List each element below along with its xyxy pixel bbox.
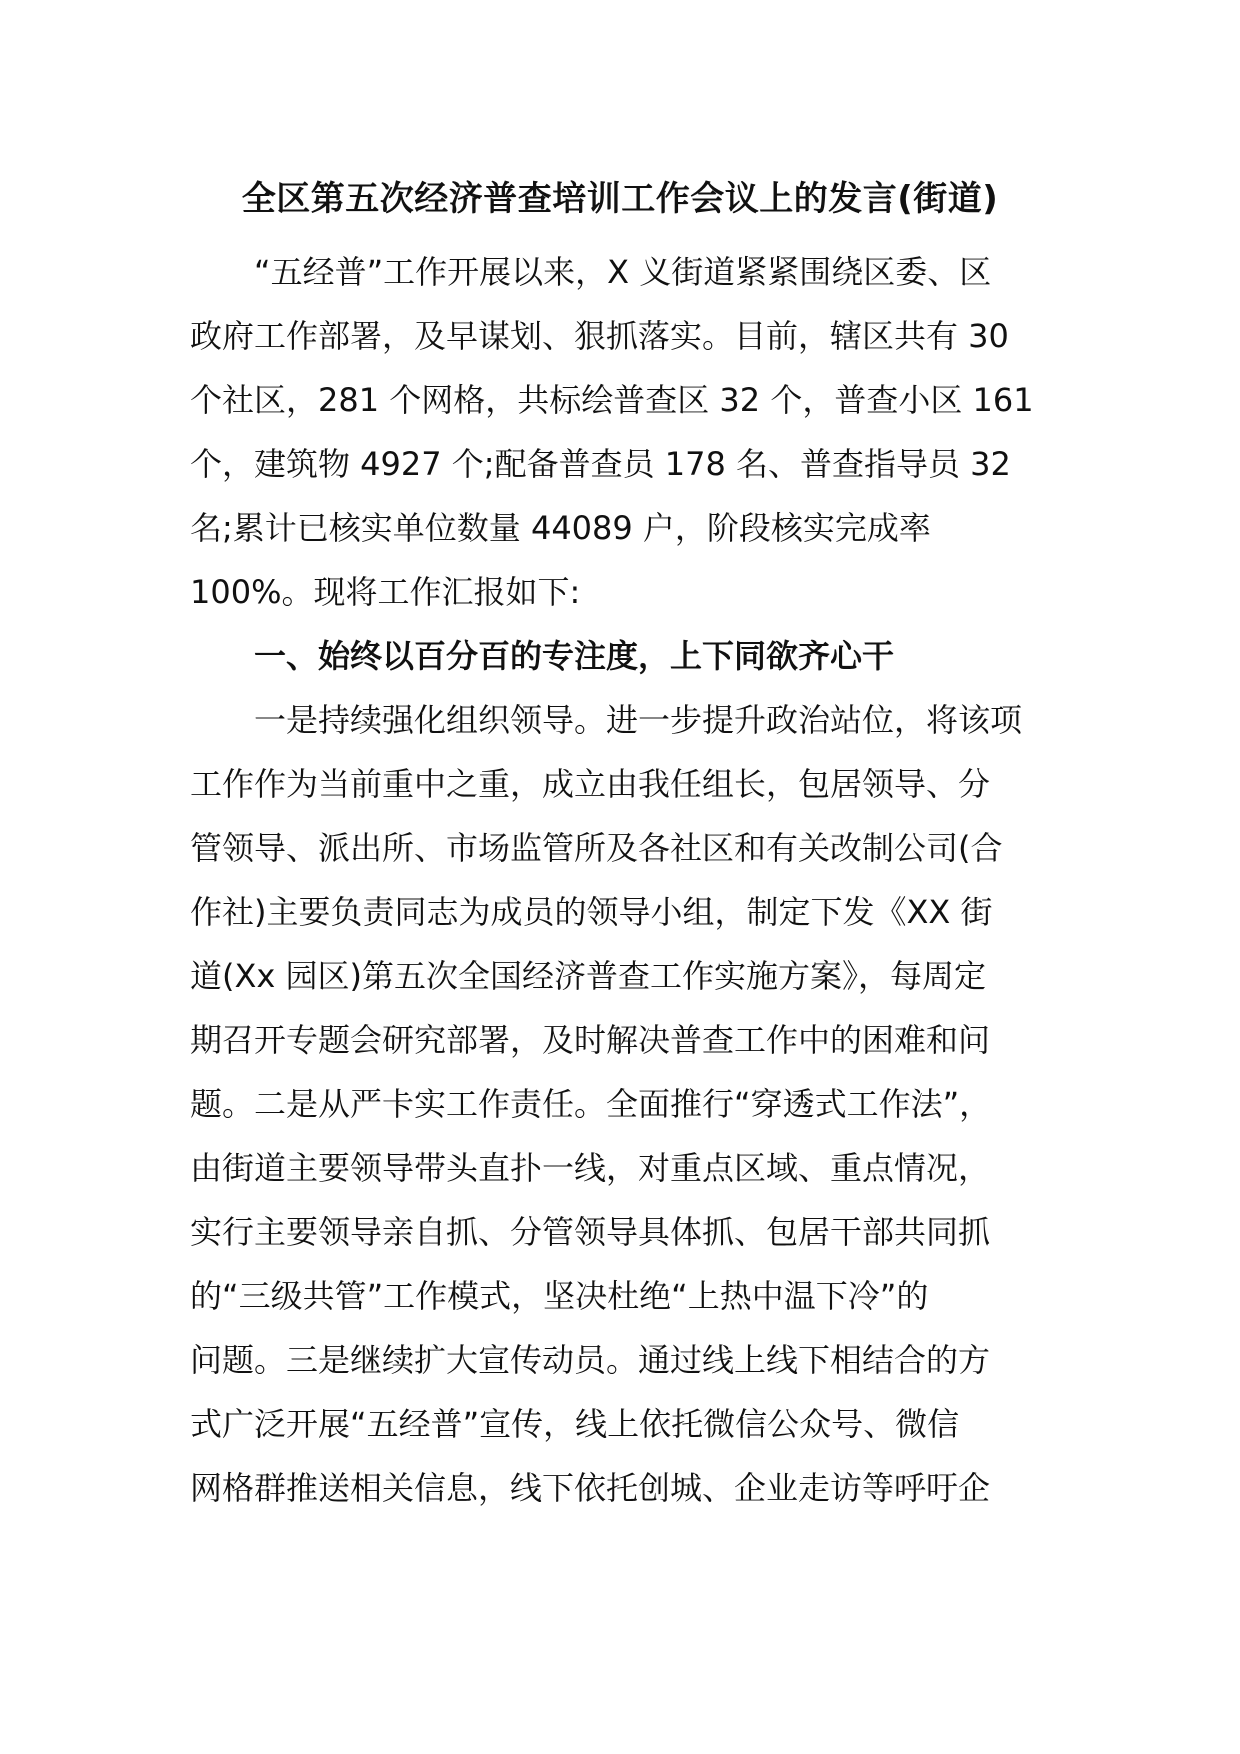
body-line-14: 题。二是从严卡实工作责任。全面推行“穿透式工作法”，	[190, 1085, 992, 1123]
body-line-2: 政府工作部署，及早谋划、狠抓落实。目前，辖区共有 30	[190, 317, 1009, 355]
body-line-9: 工作作为当前重中之重，成立由我任组长，包居领导、分	[190, 765, 991, 803]
document-title: 全区第五次经济普查培训工作会议上的发言(街道)	[241, 179, 999, 219]
body-line-17: 的“三级共管”工作模式，坚决杜绝“上热中温下冷”的	[190, 1277, 929, 1315]
body-line-10: 管领导、派出所、市场监管所及各社区和有关改制公司(合	[190, 829, 1003, 867]
section-heading-1: 一、始终以百分百的专注度，上下同欲齐心干	[190, 637, 895, 675]
body-line-1: “五经普”工作开展以来，X 义街道紧紧围绕区委、区	[190, 253, 992, 291]
body-line-4: 个，建筑物 4927 个;配备普查员 178 名、普查指导员 32	[190, 445, 1011, 483]
body-line-8: 一是持续强化组织领导。进一步提升政治站位，将该项	[190, 701, 1023, 739]
body-line-3: 个社区，281 个网格，共标绘普查区 32 个，普查小区 161	[190, 381, 1034, 419]
body-line-11: 作社)主要负责同志为成员的领导小组，制定下发《XX 街	[190, 893, 993, 931]
body-line-15: 由街道主要领导带头直扑一线，对重点区域、重点情况，	[190, 1149, 991, 1187]
body-line-12: 道(Xx 园区)第五次全国经济普查工作实施方案》，每周定	[190, 957, 987, 995]
body-line-18: 问题。三是继续扩大宣传动员。通过线上线下相结合的方	[190, 1341, 991, 1379]
body-line-5: 名;累计已核实单位数量 44089 户，阶段核实完成率	[190, 509, 931, 547]
body-line-19: 式广泛开展“五经普”宣传，线上依托微信公众号、微信	[190, 1405, 960, 1443]
body-line-13: 期召开专题会研究部署，及时解决普查工作中的困难和问	[190, 1021, 991, 1059]
body-line-6: 100%。现将工作汇报如下:	[190, 573, 581, 611]
body-line-20: 网格群推送相关信息，线下依托创城、企业走访等呼吁企	[190, 1469, 991, 1507]
body-line-16: 实行主要领导亲自抓、分管领导具体抓、包居干部共同抓	[190, 1213, 991, 1251]
